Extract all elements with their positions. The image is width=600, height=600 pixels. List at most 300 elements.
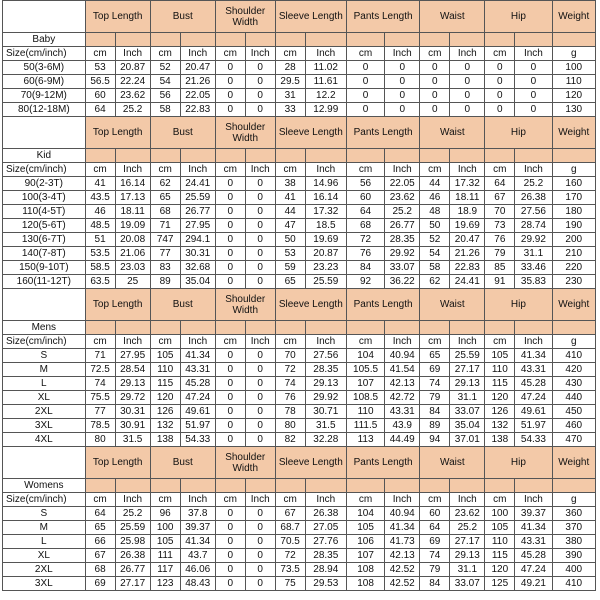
table-cell: 23.62 <box>115 89 150 103</box>
category-filler-cell <box>305 149 346 163</box>
section-name: Kid <box>3 149 86 163</box>
table-cell: 113 <box>346 433 384 447</box>
header-weight: Weight <box>552 289 595 321</box>
table-cell: 25.2 <box>515 177 552 191</box>
table-cell: 26.77 <box>115 563 150 577</box>
table-cell: 17.32 <box>450 177 485 191</box>
section-header-row <box>3 1 596 33</box>
unit-inch: Inch <box>385 163 420 177</box>
table-cell: 26.38 <box>305 507 346 521</box>
size-row <box>3 507 596 521</box>
units-row <box>3 493 596 507</box>
category-filler-cell <box>115 33 150 47</box>
table-cell: 64 <box>420 521 450 535</box>
unit-cm: cm <box>275 47 305 61</box>
category-filler-cell <box>346 321 384 335</box>
table-cell: 0 <box>420 103 450 117</box>
category-filler-cell <box>245 321 275 335</box>
table-cell: 96 <box>150 507 180 521</box>
table-cell: 84 <box>346 261 384 275</box>
table-cell: 0 <box>245 275 275 289</box>
table-cell: 30.31 <box>180 247 215 261</box>
table-cell: 68 <box>346 219 384 233</box>
table-cell: 0 <box>215 535 245 549</box>
category-filler-cell <box>515 33 552 47</box>
table-cell: 28.94 <box>305 563 346 577</box>
table-cell: 11.02 <box>305 61 346 75</box>
table-cell: 0 <box>515 75 552 89</box>
table-cell: 104 <box>346 349 384 363</box>
table-cell: 29.72 <box>115 391 150 405</box>
unit-cm: cm <box>420 493 450 507</box>
table-cell: 0 <box>215 577 245 591</box>
table-cell: 28.35 <box>305 363 346 377</box>
table-cell: 85 <box>485 261 515 275</box>
table-cell: 220 <box>552 261 595 275</box>
table-cell: 0 <box>245 191 275 205</box>
table-cell: 0 <box>385 103 420 117</box>
size-label: M <box>3 521 86 535</box>
table-cell: 76 <box>275 391 305 405</box>
category-filler-cell <box>245 479 275 493</box>
unit-inch: Inch <box>450 493 485 507</box>
size-row <box>3 177 596 191</box>
category-filler-cell <box>275 33 305 47</box>
table-cell: 32.68 <box>180 261 215 275</box>
size-label: 60(6-9M) <box>3 75 86 89</box>
table-cell: 230 <box>552 275 595 289</box>
category-filler-cell <box>115 321 150 335</box>
table-cell: 29.13 <box>450 549 485 563</box>
table-cell: 132 <box>485 419 515 433</box>
table-cell: 130 <box>552 103 595 117</box>
unit-cm: cm <box>150 47 180 61</box>
table-cell: 180 <box>552 205 595 219</box>
table-cell: 120 <box>150 391 180 405</box>
table-cell: 22.83 <box>450 261 485 275</box>
table-cell: 65 <box>150 191 180 205</box>
units-row <box>3 47 596 61</box>
category-filler-cell <box>385 33 420 47</box>
table-cell: 0 <box>346 75 384 89</box>
table-cell: 70.5 <box>275 535 305 549</box>
table-cell: 71 <box>150 219 180 233</box>
table-cell: 0 <box>485 89 515 103</box>
table-cell: 29.5 <box>275 75 305 89</box>
table-cell: 49.61 <box>515 405 552 419</box>
table-cell: 72 <box>275 549 305 563</box>
table-cell: 21.06 <box>115 247 150 261</box>
category-filler-cell <box>275 479 305 493</box>
unit-inch: Inch <box>450 163 485 177</box>
category-filler-cell <box>305 479 346 493</box>
table-cell: 0 <box>245 549 275 563</box>
table-cell: 62 <box>420 275 450 289</box>
size-label: 70(9-12M) <box>3 89 86 103</box>
section-category-row <box>3 479 596 493</box>
category-filler-cell <box>346 149 384 163</box>
table-cell: 45.28 <box>515 377 552 391</box>
table-cell: 18.9 <box>450 205 485 219</box>
table-cell: 0 <box>346 61 384 75</box>
table-cell: 41.34 <box>385 521 420 535</box>
category-filler-cell <box>552 33 595 47</box>
table-cell: 58.5 <box>85 261 115 275</box>
table-cell: 450 <box>552 405 595 419</box>
table-cell: 110 <box>485 363 515 377</box>
table-cell: 18.11 <box>450 191 485 205</box>
size-label: 2XL <box>3 405 86 419</box>
unit-g: g <box>552 493 595 507</box>
table-cell: 110 <box>346 405 384 419</box>
table-cell: 0 <box>215 233 245 247</box>
table-cell: 0 <box>485 103 515 117</box>
header-waist: Waist <box>420 117 485 149</box>
unit-cm: cm <box>150 335 180 349</box>
table-cell: 46.06 <box>180 563 215 577</box>
table-cell: 41.54 <box>385 363 420 377</box>
category-filler-cell <box>215 479 245 493</box>
table-cell: 26.77 <box>180 205 215 219</box>
table-cell: 120 <box>485 563 515 577</box>
table-cell: 120 <box>552 89 595 103</box>
table-cell: 60 <box>420 507 450 521</box>
size-label: XL <box>3 549 86 563</box>
unit-cm: cm <box>485 47 515 61</box>
table-cell: 65 <box>420 349 450 363</box>
table-cell: 42.13 <box>385 377 420 391</box>
table-cell: 46 <box>85 205 115 219</box>
category-filler-cell <box>420 33 450 47</box>
size-chart-table <box>2 0 596 591</box>
table-cell: 70 <box>485 205 515 219</box>
table-cell: 294.1 <box>180 233 215 247</box>
size-unit-label: Size(cm/inch) <box>3 493 86 507</box>
table-cell: 19.09 <box>115 219 150 233</box>
table-cell: 47.24 <box>515 391 552 405</box>
unit-cm: cm <box>346 163 384 177</box>
table-cell: 190 <box>552 219 595 233</box>
unit-inch: Inch <box>450 335 485 349</box>
size-label: XL <box>3 391 86 405</box>
header-waist: Waist <box>420 289 485 321</box>
section-name: Womens <box>3 479 86 493</box>
table-cell: 35.04 <box>450 419 485 433</box>
table-cell: 105 <box>485 521 515 535</box>
table-cell: 0 <box>215 275 245 289</box>
unit-g: g <box>552 335 595 349</box>
table-cell: 69 <box>420 535 450 549</box>
size-label: 2XL <box>3 563 86 577</box>
category-filler-cell <box>346 479 384 493</box>
table-cell: 28 <box>275 61 305 75</box>
table-cell: 51.97 <box>180 419 215 433</box>
size-row <box>3 363 596 377</box>
table-cell: 27.95 <box>180 219 215 233</box>
header-hip: Hip <box>485 289 552 321</box>
table-cell: 91 <box>485 275 515 289</box>
table-cell: 46 <box>420 191 450 205</box>
table-cell: 67 <box>85 549 115 563</box>
category-filler-cell <box>485 149 515 163</box>
table-cell: 18.5 <box>305 219 346 233</box>
category-filler-cell <box>150 149 180 163</box>
size-label: S <box>3 507 86 521</box>
table-cell: 0 <box>245 391 275 405</box>
table-cell: 84 <box>420 577 450 591</box>
table-cell: 747 <box>150 233 180 247</box>
table-cell: 68 <box>150 205 180 219</box>
category-filler-cell <box>180 33 215 47</box>
table-cell: 0 <box>346 89 384 103</box>
size-label: 3XL <box>3 577 86 591</box>
table-cell: 0 <box>215 521 245 535</box>
table-cell: 27.17 <box>115 577 150 591</box>
table-cell: 94 <box>420 433 450 447</box>
table-cell: 0 <box>245 433 275 447</box>
table-cell: 76 <box>485 233 515 247</box>
table-cell: 380 <box>552 535 595 549</box>
size-row <box>3 233 596 247</box>
table-cell: 68 <box>85 563 115 577</box>
category-filler-cell <box>305 321 346 335</box>
unit-cm: cm <box>485 493 515 507</box>
header-top-length: Top Length <box>85 117 150 149</box>
table-cell: 68.7 <box>275 521 305 535</box>
table-cell: 74 <box>275 377 305 391</box>
section-name: Baby <box>3 33 86 47</box>
category-filler-cell <box>215 321 245 335</box>
table-cell: 43.31 <box>515 535 552 549</box>
table-cell: 0 <box>215 103 245 117</box>
table-cell: 28.35 <box>385 233 420 247</box>
table-cell: 107 <box>346 549 384 563</box>
category-filler-cell <box>420 149 450 163</box>
table-cell: 25.59 <box>305 275 346 289</box>
header-weight: Weight <box>552 117 595 149</box>
table-cell: 25.98 <box>115 535 150 549</box>
unit-cm: cm <box>85 47 115 61</box>
table-cell: 0 <box>245 75 275 89</box>
table-cell: 0 <box>245 405 275 419</box>
unit-inch: Inch <box>115 163 150 177</box>
table-cell: 35.83 <box>515 275 552 289</box>
table-cell: 69 <box>420 363 450 377</box>
table-cell: 111 <box>150 549 180 563</box>
table-cell: 0 <box>215 391 245 405</box>
size-label: S <box>3 349 86 363</box>
table-cell: 28.54 <box>115 363 150 377</box>
table-cell: 25.2 <box>115 507 150 521</box>
table-cell: 29.92 <box>385 247 420 261</box>
table-cell: 106 <box>346 535 384 549</box>
table-cell: 470 <box>552 433 595 447</box>
table-cell: 138 <box>150 433 180 447</box>
unit-cm: cm <box>420 47 450 61</box>
header-bust: Bust <box>150 289 215 321</box>
unit-cm: cm <box>215 493 245 507</box>
table-cell: 110 <box>485 535 515 549</box>
category-filler-cell <box>450 33 485 47</box>
table-cell: 29.92 <box>305 391 346 405</box>
table-cell: 33.07 <box>450 577 485 591</box>
table-cell: 70 <box>275 349 305 363</box>
unit-inch: Inch <box>180 47 215 61</box>
table-cell: 42.13 <box>385 549 420 563</box>
table-cell: 29.92 <box>515 233 552 247</box>
unit-inch: Inch <box>515 335 552 349</box>
table-cell: 0 <box>215 247 245 261</box>
table-cell: 82 <box>275 433 305 447</box>
table-cell: 37.01 <box>450 433 485 447</box>
table-cell: 60 <box>85 89 115 103</box>
unit-inch: Inch <box>180 163 215 177</box>
size-label: 3XL <box>3 419 86 433</box>
table-cell: 72.5 <box>85 363 115 377</box>
unit-cm: cm <box>420 163 450 177</box>
table-cell: 0 <box>215 61 245 75</box>
table-cell: 210 <box>552 247 595 261</box>
size-label: 90(2-3T) <box>3 177 86 191</box>
table-cell: 67 <box>485 191 515 205</box>
table-cell: 84 <box>420 405 450 419</box>
unit-inch: Inch <box>515 493 552 507</box>
table-cell: 0 <box>245 261 275 275</box>
table-cell: 12.2 <box>305 89 346 103</box>
table-cell: 138 <box>485 433 515 447</box>
size-unit-label: Size(cm/inch) <box>3 47 86 61</box>
size-row <box>3 535 596 549</box>
table-cell: 115 <box>150 377 180 391</box>
table-cell: 75.5 <box>85 391 115 405</box>
table-cell: 67 <box>275 507 305 521</box>
table-cell: 0 <box>215 75 245 89</box>
table-cell: 0 <box>245 349 275 363</box>
unit-cm: cm <box>85 163 115 177</box>
unit-g: g <box>552 47 595 61</box>
table-cell: 0 <box>420 61 450 75</box>
header-hip: Hip <box>485 117 552 149</box>
table-cell: 29.13 <box>115 377 150 391</box>
table-cell: 53 <box>275 247 305 261</box>
unit-inch: Inch <box>515 163 552 177</box>
category-filler-cell <box>115 149 150 163</box>
table-cell: 110 <box>552 75 595 89</box>
table-cell: 28.35 <box>305 549 346 563</box>
table-cell: 43.9 <box>385 419 420 433</box>
category-filler-cell <box>515 321 552 335</box>
table-cell: 430 <box>552 377 595 391</box>
table-cell: 105 <box>150 349 180 363</box>
table-cell: 48.5 <box>85 219 115 233</box>
unit-inch: Inch <box>450 47 485 61</box>
table-cell: 0 <box>215 261 245 275</box>
size-row <box>3 549 596 563</box>
table-cell: 108.5 <box>346 391 384 405</box>
table-cell: 120 <box>485 391 515 405</box>
table-cell: 0 <box>215 219 245 233</box>
table-cell: 44 <box>420 177 450 191</box>
table-cell: 27.17 <box>450 535 485 549</box>
size-label: 100(3-4T) <box>3 191 86 205</box>
table-cell: 52 <box>150 61 180 75</box>
category-filler-cell <box>385 321 420 335</box>
table-cell: 0 <box>245 535 275 549</box>
table-cell: 0 <box>245 563 275 577</box>
category-filler-cell <box>450 479 485 493</box>
unit-cm: cm <box>346 493 384 507</box>
category-filler-cell <box>245 149 275 163</box>
size-row <box>3 205 596 219</box>
table-cell: 19.69 <box>450 219 485 233</box>
table-cell: 74 <box>420 549 450 563</box>
header-sleeve-length: Sleeve Length <box>275 289 346 321</box>
table-cell: 105 <box>485 349 515 363</box>
table-cell: 33.46 <box>515 261 552 275</box>
size-label: 160(11-12T) <box>3 275 86 289</box>
table-cell: 0 <box>215 205 245 219</box>
size-row <box>3 349 596 363</box>
table-cell: 74 <box>85 377 115 391</box>
table-cell: 76 <box>346 247 384 261</box>
unit-cm: cm <box>420 335 450 349</box>
table-cell: 0 <box>385 61 420 75</box>
table-cell: 26.77 <box>385 219 420 233</box>
unit-inch: Inch <box>305 163 346 177</box>
table-cell: 47.24 <box>180 391 215 405</box>
table-cell: 420 <box>552 363 595 377</box>
category-filler-cell <box>275 321 305 335</box>
table-cell: 41.34 <box>515 349 552 363</box>
table-cell: 43.31 <box>385 405 420 419</box>
table-cell: 35.04 <box>180 275 215 289</box>
table-cell: 20.47 <box>450 233 485 247</box>
header-top-length: Top Length <box>85 447 150 479</box>
table-cell: 28.74 <box>515 219 552 233</box>
table-cell: 56 <box>346 177 384 191</box>
table-cell: 105 <box>150 535 180 549</box>
table-cell: 79 <box>420 391 450 405</box>
section-header-row <box>3 117 596 149</box>
table-cell: 38 <box>275 177 305 191</box>
unit-cm: cm <box>275 163 305 177</box>
table-cell: 25.2 <box>450 521 485 535</box>
category-filler-cell <box>85 33 115 47</box>
header-shoulder-width: Shoulder Width <box>215 1 275 33</box>
table-cell: 73.5 <box>275 563 305 577</box>
table-cell: 16.14 <box>115 177 150 191</box>
table-cell: 56.5 <box>85 75 115 89</box>
table-cell: 25.2 <box>115 103 150 117</box>
category-filler-cell <box>450 149 485 163</box>
table-cell: 53 <box>85 61 115 75</box>
unit-cm: cm <box>346 47 384 61</box>
size-row <box>3 103 596 117</box>
table-cell: 0 <box>245 363 275 377</box>
table-cell: 42.52 <box>385 563 420 577</box>
unit-inch: Inch <box>385 47 420 61</box>
table-cell: 71 <box>85 349 115 363</box>
size-row <box>3 261 596 275</box>
table-cell: 20.47 <box>180 61 215 75</box>
table-cell: 41.73 <box>385 535 420 549</box>
unit-cm: cm <box>85 493 115 507</box>
unit-inch: Inch <box>245 493 275 507</box>
category-filler-cell <box>245 33 275 47</box>
table-cell: 105 <box>346 521 384 535</box>
table-cell: 0 <box>215 405 245 419</box>
table-cell: 27.95 <box>115 349 150 363</box>
